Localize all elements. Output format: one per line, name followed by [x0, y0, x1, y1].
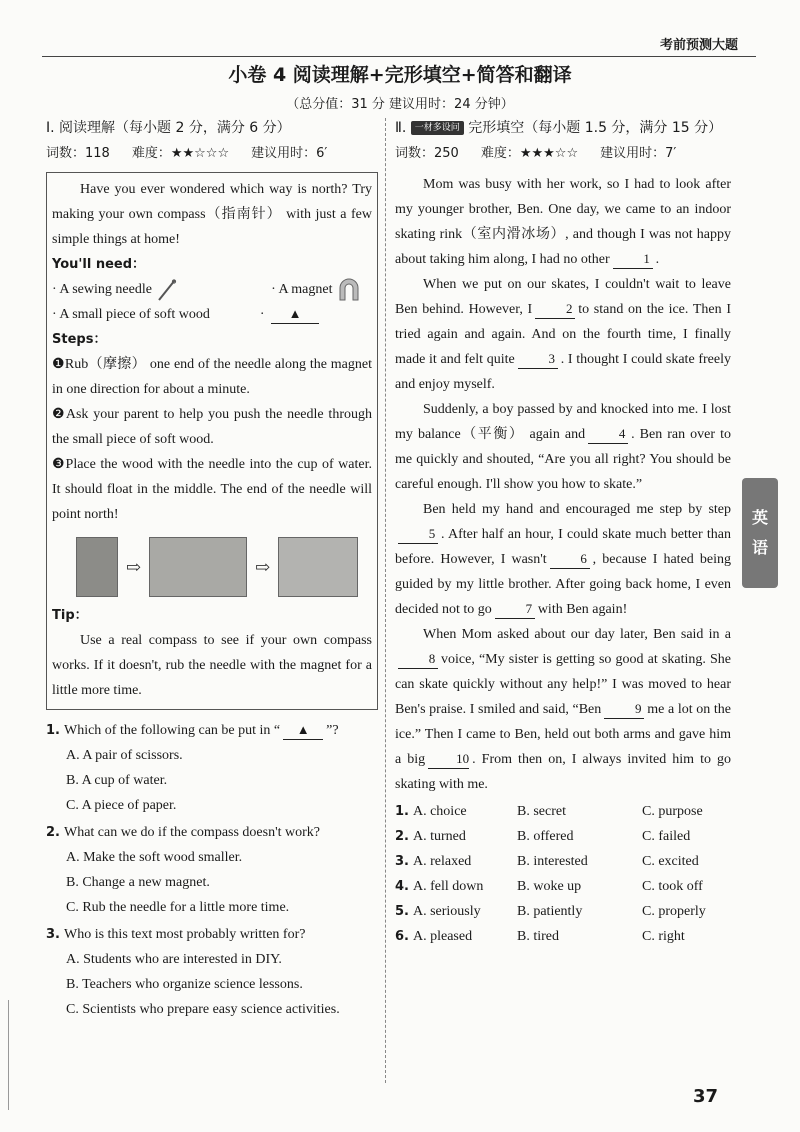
cloze-paragraph: [395, 272, 731, 397]
cloze-option-a[interactable]: [395, 899, 517, 924]
need-item: [271, 277, 362, 302]
question-1: [46, 718, 378, 743]
cloze-option-row: [395, 849, 731, 874]
photo-push-needle: [149, 537, 247, 597]
option-text: A. pleased: [412, 929, 473, 944]
cloze-option-c[interactable]: C. properly: [642, 904, 706, 919]
arrow-icon: ⇨: [126, 556, 142, 577]
arrow-icon: ⇨: [255, 556, 271, 577]
question-stem: Which of the following can be put in “: [63, 723, 281, 738]
cloze-option-a[interactable]: [395, 849, 517, 874]
option-text: A. turned: [412, 829, 466, 844]
cloze-blank[interactable]: 6: [550, 550, 590, 569]
question-stem-end: ”?: [326, 723, 339, 738]
cloze-text: Suddenly, a boy passed by and knocked into me. I lost my balance（平衡） again and: [395, 402, 731, 442]
option[interactable]: C. Scientists who prepare easy science activities.: [66, 1002, 340, 1017]
cloze-option-row: [395, 824, 731, 849]
question-number: 1.: [46, 723, 60, 738]
page-number: 37: [692, 1086, 718, 1107]
question-3: [46, 922, 378, 947]
cloze-option-a[interactable]: [395, 874, 517, 899]
reading-heading: Ⅰ. 阅读理解（每小题 2 分，满分 6 分）: [46, 120, 291, 136]
cloze-paragraph: [395, 497, 731, 622]
question-number: 2.: [46, 825, 60, 840]
photo-float-needle: [278, 537, 358, 597]
cloze-option-c[interactable]: C. excited: [642, 854, 699, 869]
cloze-text: voice, “My sister is getting so good at skating. She can skate quickly without any help!” I was moved to hear Ben's praise. I smiled and said, “Ben: [395, 652, 731, 717]
cloze-text: When we put on our skates, I couldn't wait to leave Ben behind. However, I: [395, 277, 731, 317]
needs-row-2: [52, 302, 372, 327]
cloze-blank[interactable]: 4: [588, 425, 628, 444]
cloze-text: Ben held my hand and encouraged me step by step: [423, 502, 731, 517]
cloze-option-c[interactable]: C. purpose: [642, 804, 703, 819]
need-blank: ▲: [271, 305, 319, 324]
need-wood-text: · A small piece of soft wood: [52, 307, 210, 322]
subject-tab: [742, 478, 778, 588]
photo-rub-needle: [76, 537, 118, 597]
cloze-text: , because I hated being guided by my little brother. After going back home, I even decided not to go: [395, 552, 731, 617]
cloze-blank[interactable]: 8: [398, 650, 438, 669]
cloze-blank[interactable]: 1: [613, 250, 653, 269]
cloze-blank[interactable]: 9: [604, 700, 644, 719]
reading-section: [46, 116, 378, 1022]
suggested-time: 建议用时：6′: [251, 146, 328, 161]
steps-label: Steps：: [52, 332, 107, 347]
page-title: 小卷 4 阅读理解+完形填空+简答和翻译: [228, 64, 572, 86]
cloze-option-row: [395, 924, 731, 949]
step-3: ❸Place the wood with the needle into the cup of water. It should float in the middle. The end of the needle will point north!: [52, 457, 372, 522]
needs-row-1: [52, 277, 372, 302]
cloze-option-a[interactable]: [395, 824, 517, 849]
cloze-text: to stand on the ice. Then I tried again and again. And on the fourth time, I finally made it and felt quite: [395, 302, 731, 367]
subject-tab-char: 语: [751, 538, 768, 557]
cloze-text: with Ben again!: [537, 602, 628, 617]
cloze-option-a[interactable]: [395, 799, 517, 824]
word-count: 词数：118: [46, 146, 110, 161]
cloze-blank[interactable]: 7: [495, 600, 535, 619]
cloze-heading: [395, 116, 731, 141]
needs-label: You'll need：: [52, 257, 146, 272]
need-item: [260, 302, 322, 327]
cloze-option-row: [395, 899, 731, 924]
tip-label: Tip：: [52, 608, 88, 623]
option[interactable]: A. A pair of scissors.: [66, 748, 183, 763]
magnet-icon: [336, 278, 362, 302]
passage-intro: Have you ever wondered which way is north? Try making your own compass（指南针） with just a few simple things at home!: [52, 182, 372, 247]
question-2: [46, 820, 378, 845]
difficulty: 难度：★★☆☆☆: [131, 146, 230, 161]
page-edge: [8, 1000, 9, 1110]
cloze-option-row: [395, 874, 731, 899]
cloze-options: [395, 799, 731, 949]
cloze-section: [395, 116, 731, 949]
question-number: 2.: [395, 829, 409, 844]
cloze-text: . Ben ran over to me quickly and shouted, “Are you all right? You should be careful enough. I'll show you how to skate.”: [395, 427, 731, 492]
question-stem: What can we do if the compass doesn't work?: [63, 825, 320, 840]
cloze-passage: [395, 172, 731, 797]
reading-meta: [46, 141, 378, 166]
cloze-text: .: [655, 252, 660, 267]
option[interactable]: B. A cup of water.: [66, 773, 168, 788]
question-stem: Who is this text most probably written for?: [63, 927, 306, 942]
need-item: [52, 277, 179, 302]
reading-passage: [46, 172, 378, 710]
need-needle-text: · A sewing needle: [52, 282, 152, 297]
subject-tab-char: 英: [751, 508, 768, 527]
multi-question-tag: 一材多设问: [411, 121, 464, 135]
option-text: A. fell down: [412, 879, 484, 894]
cloze-paragraph: [395, 622, 731, 797]
cloze-option-b[interactable]: B. tired: [517, 929, 559, 944]
header-rule: [42, 56, 756, 57]
question-number: 5.: [395, 904, 409, 919]
cloze-text: Mom was busy with her work, so I had to look after my younger brother, Ben. One day, we came to an indoor skating rink（室内滑冰场）, and though I was not happy about taking him along, I had no other: [395, 177, 731, 267]
option-text: A. seriously: [412, 904, 481, 919]
need-bullet: ·: [259, 307, 265, 322]
difficulty: 难度：★★★☆☆: [480, 146, 579, 161]
option[interactable]: A. Students who are interested in DIY.: [66, 952, 282, 967]
needle-icon: [155, 278, 179, 302]
cloze-paragraph: [395, 172, 731, 272]
word-count: 词数：250: [395, 146, 459, 161]
option[interactable]: A. Make the soft wood smaller.: [66, 850, 243, 865]
cloze-option-b[interactable]: B. offered: [517, 829, 574, 844]
option[interactable]: C. A piece of paper.: [66, 798, 177, 813]
cloze-option-b[interactable]: B. interested: [517, 854, 588, 869]
cloze-heading-text: 完形填空（每小题 1.5 分，满分 15 分）: [468, 120, 723, 136]
cloze-text: me a lot on the ice.” Then I came to Ben, held out both arms and gave him a big: [395, 702, 731, 767]
cloze-heading-num: Ⅱ.: [395, 120, 407, 136]
column-divider: [385, 118, 386, 1083]
option[interactable]: B. Change a new magnet.: [66, 875, 210, 890]
need-magnet-text: · A magnet: [271, 282, 333, 297]
cloze-blank[interactable]: 10: [428, 750, 469, 769]
cloze-option-c[interactable]: C. right: [642, 929, 685, 944]
cloze-blank[interactable]: 2: [535, 300, 575, 319]
cloze-text: . From then on, I always invited him to go skating with me.: [395, 752, 731, 792]
step-1: ❶Rub（摩擦） one end of the needle along the magnet in one direction for about a minute.: [52, 357, 372, 397]
cloze-blank[interactable]: 5: [398, 525, 438, 544]
reading-questions: [46, 718, 378, 1022]
cloze-option-b[interactable]: B. patiently: [517, 904, 583, 919]
step-photos: [76, 537, 372, 597]
cloze-option-row: [395, 799, 731, 824]
cloze-text: When Mom asked about our day later, Ben said in a: [423, 627, 731, 642]
option[interactable]: B. Teachers who organize science lessons.: [66, 977, 303, 992]
option[interactable]: C. Rub the needle for a little more time.: [66, 900, 290, 915]
tip-text: Use a real compass to see if your own compass works. If it doesn't, rub the needle with the magnet for a little more time.: [52, 633, 372, 698]
step-2: ❷Ask your parent to help you push the needle through the small piece of soft wood.: [52, 407, 372, 447]
cloze-paragraph: [395, 397, 731, 497]
cloze-option-b[interactable]: B. woke up: [517, 879, 582, 894]
option-text: A. relaxed: [412, 854, 472, 869]
cloze-option-a[interactable]: [395, 924, 517, 949]
option-text: A. choice: [412, 804, 467, 819]
question-number: 4.: [395, 879, 409, 894]
cloze-option-c[interactable]: C. took off: [642, 879, 703, 894]
cloze-text: . After half an hour, I could skate much better than before. However, I wasn't: [395, 527, 731, 567]
question-blank: ▲: [283, 721, 323, 740]
cloze-option-b[interactable]: B. secret: [517, 804, 566, 819]
question-number: 6.: [395, 929, 409, 944]
header-tag: 考前预测大题: [659, 38, 738, 53]
cloze-meta: [395, 141, 731, 166]
suggested-time: 建议用时：7′: [600, 146, 677, 161]
question-number: 3.: [395, 854, 409, 869]
question-number: 3.: [46, 927, 60, 942]
page-subtitle: （总分值：31 分 建议用时：24 分钟）: [286, 97, 514, 112]
cloze-text: . I thought I could skate freely and enjoy myself.: [395, 352, 731, 392]
cloze-option-c[interactable]: C. failed: [642, 829, 691, 844]
cloze-blank[interactable]: 3: [518, 350, 558, 369]
question-number: 1.: [395, 804, 409, 819]
